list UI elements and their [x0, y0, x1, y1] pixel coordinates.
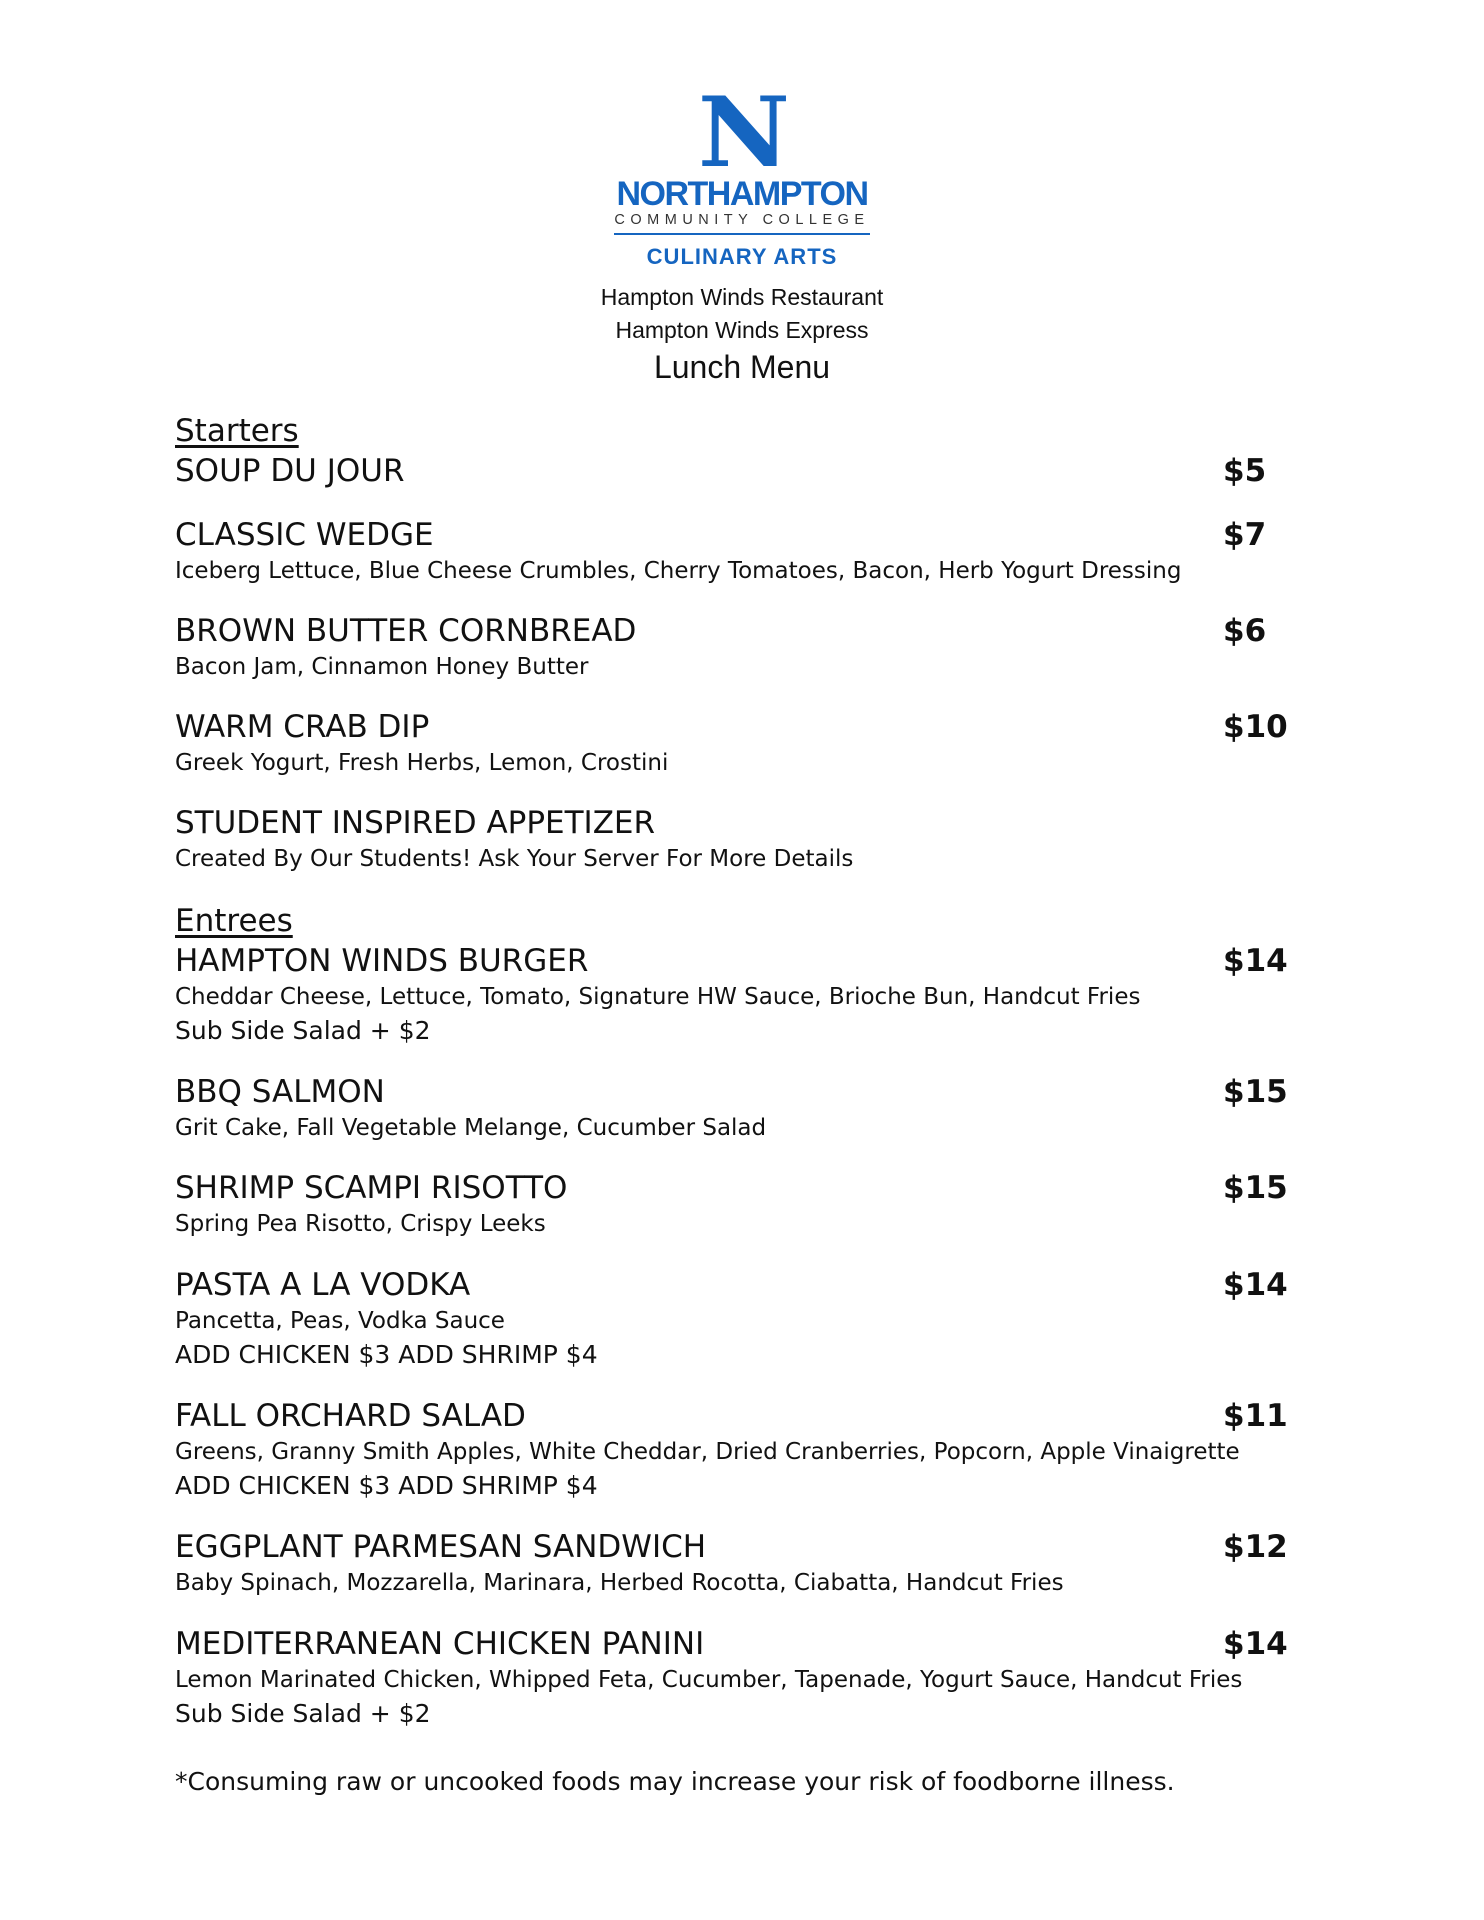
menu-item-name: STUDENT INSPIRED APPETIZER: [175, 805, 656, 841]
menu-item: [175, 1073, 1288, 1145]
menu-item-description: Greek Yogurt, Fresh Herbs, Lemon, Crostini: [175, 750, 669, 776]
menu-item-addon: ADD CHICKEN $3 ADD SHRIMP $4: [175, 1471, 598, 1500]
menu-item-description: Cheddar Cheese, Lettuce, Tomato, Signature HW Sauce, Brioche Bun, Handcut Fries: [175, 984, 1141, 1010]
menu-item-price: $10: [1223, 709, 1288, 745]
menu-item-name: SHRIMP SCAMPI RISOTTO: [175, 1170, 568, 1206]
menu-item-name: HAMPTON WINDS BURGER: [175, 943, 589, 979]
restaurant-name: Hampton Winds Restaurant: [600, 284, 884, 310]
menu-title: Lunch Menu: [653, 349, 831, 385]
menu-item-name: EGGPLANT PARMESAN SANDWICH: [175, 1529, 707, 1565]
section-title-entrees: Entrees: [175, 903, 293, 939]
menu-item: [175, 1625, 1288, 1731]
menu-item-price: $14: [1223, 1267, 1288, 1303]
menu-item: [175, 1397, 1288, 1503]
menu-item-name: BROWN BUTTER CORNBREAD: [175, 613, 637, 649]
food-safety-disclaimer: *Consuming raw or uncooked foods may increase your risk of foodborne illness.: [175, 1767, 1175, 1796]
menu-item-description: Created By Our Students! Ask Your Server For More Details: [175, 846, 854, 872]
menu-item-name: CLASSIC WEDGE: [175, 517, 434, 553]
menu-item-description: Baby Spinach, Mozzarella, Marinara, Herbed Rocotta, Ciabatta, Handcut Fries: [175, 1570, 1064, 1596]
menu-item-description: Spring Pea Risotto, Crispy Leeks: [175, 1211, 546, 1237]
menu-item: [175, 1528, 1288, 1600]
college-logo-mark: N: [697, 76, 788, 189]
menu-item-name: PASTA A LA VODKA: [175, 1267, 471, 1303]
express-name: Hampton Winds Express: [615, 317, 869, 343]
menu-item-price: $14: [1223, 943, 1288, 979]
menu-item: [175, 452, 1285, 490]
section-title-starters: Starters: [175, 413, 299, 449]
menu-item-price: $14: [1223, 1626, 1288, 1662]
college-logo-subtitle: COMMUNITY COLLEGE: [614, 212, 870, 228]
menu-item: [175, 708, 1288, 780]
logo-divider: [614, 233, 870, 235]
menu-item-description: Greens, Granny Smith Apples, White Cheddar, Dried Cranberries, Popcorn, Apple Vinaigrette: [175, 1439, 1240, 1465]
menu-item-addon: Sub Side Salad + $2: [175, 1016, 431, 1045]
menu-item: [175, 612, 1285, 684]
menu-item-name: MEDITERRANEAN CHICKEN PANINI: [175, 1626, 705, 1662]
menu-item: [175, 942, 1288, 1048]
menu-item: [175, 804, 1285, 876]
menu-item-description: Iceberg Lettuce, Blue Cheese Crumbles, Cherry Tomatoes, Bacon, Herb Yogurt Dressing: [175, 558, 1182, 584]
menu-item-addon: ADD CHICKEN $3 ADD SHRIMP $4: [175, 1340, 598, 1369]
menu-item-price: $12: [1223, 1529, 1288, 1565]
menu-item-price: $15: [1223, 1170, 1288, 1206]
menu-item: [175, 516, 1285, 588]
menu-item-price: $11: [1223, 1398, 1288, 1434]
menu-item: [175, 1266, 1288, 1372]
menu-item-name: FALL ORCHARD SALAD: [175, 1398, 526, 1434]
menu-item-price: $15: [1223, 1074, 1288, 1110]
menu-item-addon: Sub Side Salad + $2: [175, 1699, 431, 1728]
department-name: CULINARY ARTS: [646, 244, 838, 269]
menu-item-description: Bacon Jam, Cinnamon Honey Butter: [175, 654, 589, 680]
menu-item-name: BBQ SALMON: [175, 1074, 385, 1110]
menu-item-description: Lemon Marinated Chicken, Whipped Feta, Cucumber, Tapenade, Yogurt Sauce, Handcut Fries: [175, 1667, 1243, 1693]
menu-item-price: $7: [1223, 517, 1267, 553]
menu-item-description: Grit Cake, Fall Vegetable Melange, Cucumber Salad: [175, 1115, 767, 1141]
menu-item-name: SOUP DU JOUR: [175, 453, 405, 489]
menu-item-description: Pancetta, Peas, Vodka Sauce: [175, 1308, 505, 1334]
menu-item: [175, 1169, 1288, 1241]
menu-item-name: WARM CRAB DIP: [175, 709, 430, 745]
menu-item-price: $6: [1223, 613, 1267, 649]
college-logo-name: NORTHAMPTON: [616, 175, 868, 213]
menu-item-price: $5: [1223, 453, 1267, 489]
